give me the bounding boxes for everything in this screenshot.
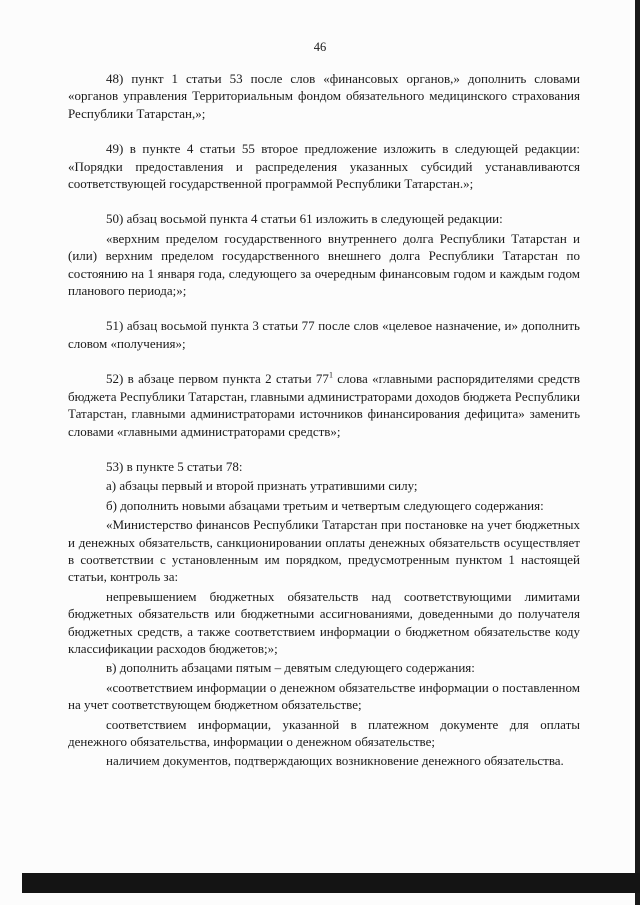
paragraph-52-superscript: 1	[328, 370, 333, 380]
paragraph-52-post: слова «главными распорядителями средств бюджета Республики Татарстан, главными администраторами доходов бюджета Республики Татарстан, главными администраторами источников финансирования дефицита» заменить словами «главными администраторами средств»;	[68, 371, 580, 439]
paragraph-53-b-2: непревышением бюджетных обязательств над соответствующими лимитами бюджетных обязательств или бюджетными ассигнованиями, доведенными до получателя бюджетных средств, а также соответствием информации о бюджетном обязательстве коду классификации расходов бюджетов;»;	[68, 588, 580, 656]
document-body	[68, 70, 580, 770]
paragraph-53-a: а) абзацы первый и второй признать утратившими силу;	[106, 478, 418, 494]
paragraph-52	[68, 370, 580, 440]
page-number: 46	[313, 40, 327, 54]
paragraph-53-c-3: наличием документов, подтверждающих возникновение денежного обязательства.	[106, 753, 564, 769]
paragraph-53-c-2: соответствием информации, указанной в платежном документе для оплаты денежного обязательства, информации о денежном обязательстве;	[68, 716, 580, 749]
scan-edge-bottom	[22, 873, 640, 893]
paragraph-53: 53) в пункте 5 статьи 78:	[106, 458, 243, 474]
paragraph-50: 50) абзац восьмой пункта 4 статьи 61 изложить в следующей редакции:	[106, 211, 503, 227]
paragraph-53-c: в) дополнить абзацами пятым – девятым следующего содержания:	[106, 660, 475, 676]
paragraph-51: 51) абзац восьмой пункта 3 статьи 77 после слов «целевое назначение, и» дополнить словом «получения»;	[68, 318, 580, 351]
scan-edge-right	[635, 0, 640, 905]
paragraph-50-quote: «верхним пределом государственного внутреннего долга Республики Татарстан и (или) верхним пределом государственного внешнего долга Республики Татарстан по состоянию на 1 января года, следующего за очередным финансовым годом и каждым годом планового периода;»;	[68, 230, 580, 299]
paragraph-48: 48) пункт 1 статьи 53 после слов «финансовых органов,» дополнить словами «органов управления Территориальным фондом обязательного медицинского страхования Республики Татарстан,»;	[68, 71, 580, 121]
paragraph-53-c-1: «соответствием информации о денежном обязательстве информации о поставленном на учет соответствующем бюджетном обязательстве;	[68, 679, 580, 713]
paragraph-49: 49) в пункте 4 статьи 55 второе предложение изложить в следующей редакции: «Порядки предоставления и распределения указанных субсидий устанавливаются соответствующей государственной программой Республики Татарстан.»;	[68, 141, 580, 192]
paragraph-52-pre: 52) в абзаце первом пункта 2 статьи 77	[106, 371, 329, 387]
paragraph-53-b: б) дополнить новыми абзацами третьим и четвертым следующего содержания:	[106, 497, 544, 513]
paragraph-53-b-1: «Министерство финансов Республики Татарстан при постановке на учет бюджетных и денежных обязательств, санкционировании оплаты денежных обязательств осуществляет в соответствии с установленным им порядком, предусмотренным пунктом 1 настоящей статьи, контроль за:	[68, 517, 580, 585]
